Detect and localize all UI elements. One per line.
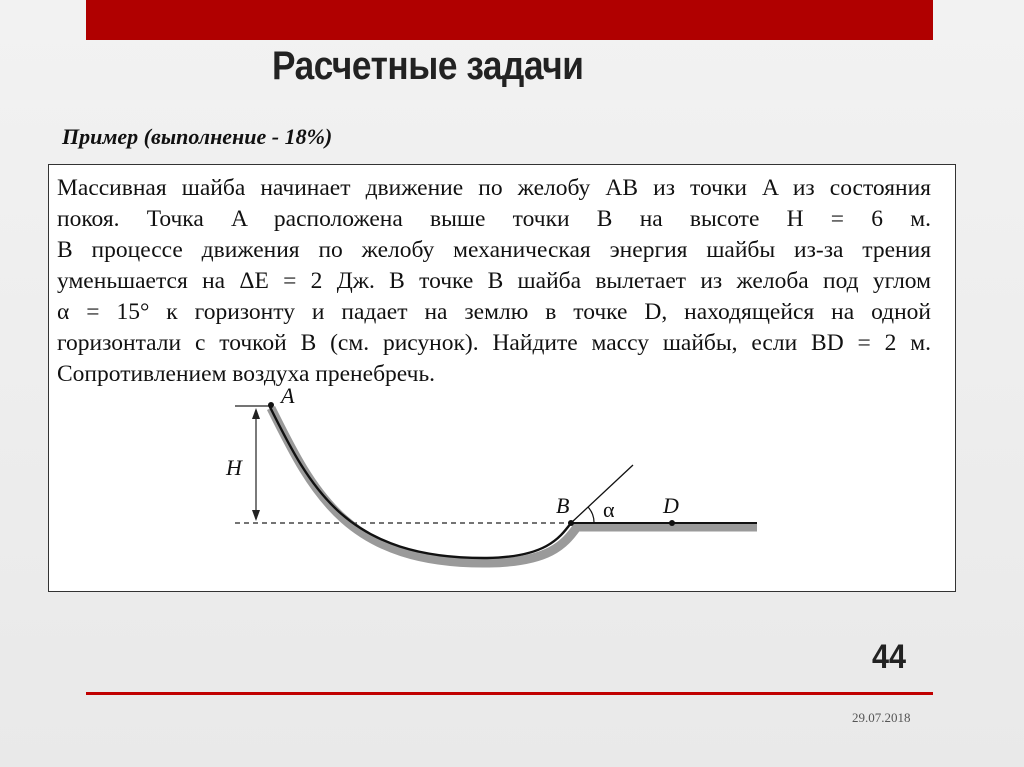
problem-line: Массивная шайба начинает движение по желобу AB из точки A из состояния xyxy=(57,175,931,201)
label-alpha: α xyxy=(603,497,615,522)
slide-title: Расчетные задачи xyxy=(272,44,584,88)
slide-date: 29.07.2018 xyxy=(852,710,911,725)
angle-arc xyxy=(588,507,594,523)
point-B xyxy=(568,520,574,526)
bottom-accent-line xyxy=(86,692,933,695)
problem-line: горизонтали с точкой B (см. рисунок). Найдите массу шайбы, если BD = 2 м. xyxy=(57,330,931,356)
launch-direction-line xyxy=(571,465,633,523)
problem-line: уменьшается на ΔE = 2 Дж. В точке B шайба вылетает из желоба под углом xyxy=(57,268,931,294)
label-H: H xyxy=(226,455,242,480)
label-D: D xyxy=(663,493,679,518)
problem-line: покоя. Точка A расположена выше точки B на высоте H = 6 м. xyxy=(57,206,931,232)
slide-subtitle: Пример (выполнение - 18%) xyxy=(62,124,333,149)
height-arrow-head-bottom xyxy=(252,510,260,521)
height-arrow-head-top xyxy=(252,408,260,419)
trough-diagram xyxy=(49,165,955,591)
problem-box xyxy=(48,164,956,592)
trough-shadow xyxy=(271,408,757,563)
point-D xyxy=(669,520,675,526)
problem-line: Сопротивлением воздуха пренебречь. xyxy=(57,361,436,387)
page-number: 44 xyxy=(872,638,907,676)
top-accent-bar xyxy=(86,0,933,40)
point-A xyxy=(268,402,274,408)
label-A: A xyxy=(281,383,295,408)
label-B: B xyxy=(556,493,570,518)
problem-line: α = 15° к горизонту и падает на землю в точке D, находящейся на одной xyxy=(57,299,931,325)
problem-line: В процессе движения по желобу механическая энергия шайбы из-за трения xyxy=(57,237,931,263)
